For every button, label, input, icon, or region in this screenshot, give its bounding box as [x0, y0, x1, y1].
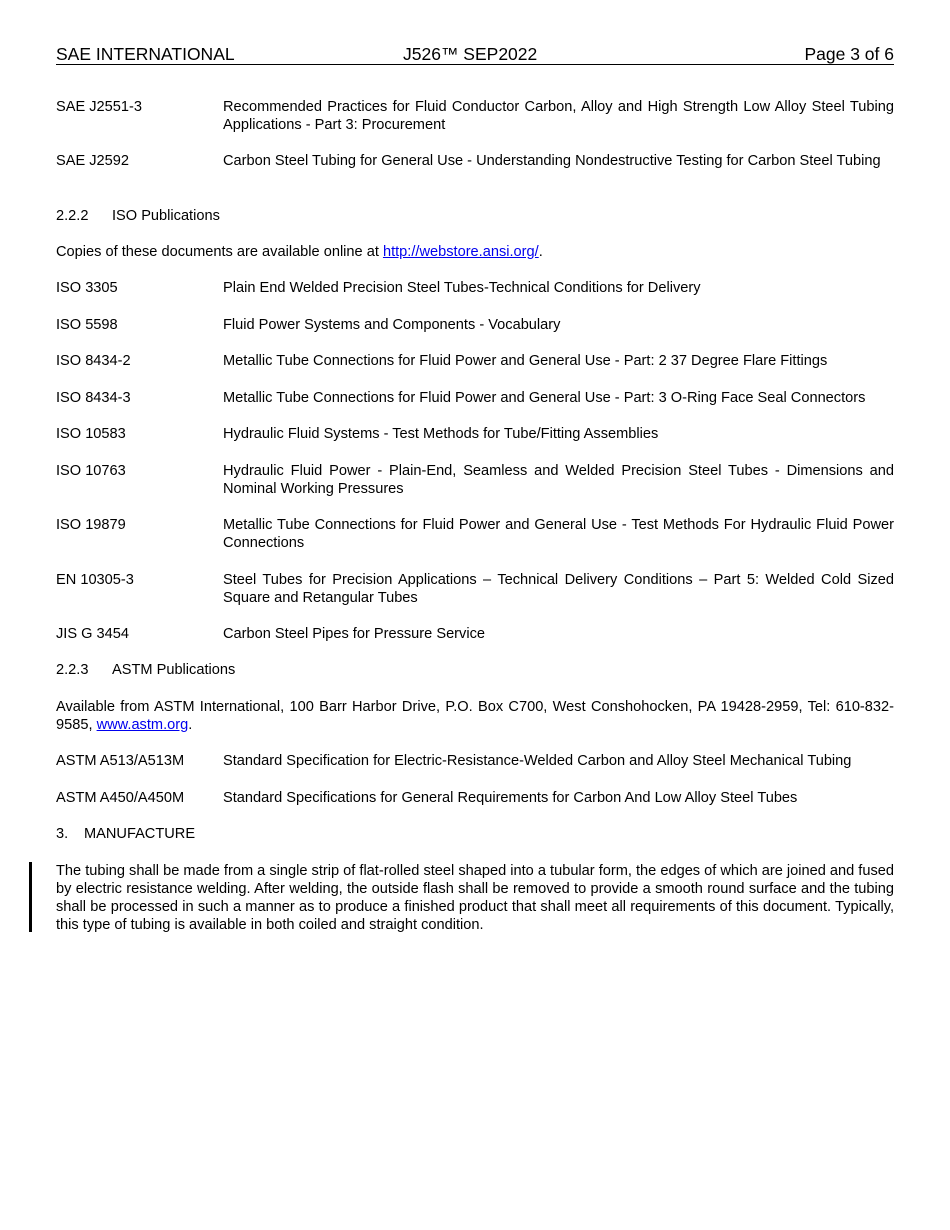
reference-code: ISO 8434-2	[56, 353, 131, 369]
reference-title: Metallic Tube Connections for Fluid Power and General Use - Part: 2 37 Degree Flare Fittings	[223, 353, 828, 369]
reference-entry-iso-8434-2	[56, 352, 894, 370]
header-page-number: Page 3 of 6	[804, 44, 894, 64]
ansi-webstore-link[interactable]: http://webstore.ansi.org/	[382, 244, 539, 260]
section-number: 3.	[56, 826, 69, 842]
reference-code: ISO 10583	[56, 426, 126, 442]
reference-code: SAE J2551-3	[56, 99, 142, 115]
reference-entry-astm-a513	[56, 752, 894, 770]
section-title: ISO Publications	[112, 208, 220, 224]
reference-code: ASTM A450/A450M	[56, 790, 185, 806]
reference-title: Metallic Tube Connections for Fluid Power and General Use - Test Methods For Hydraulic Fluid Power Connections	[223, 517, 894, 551]
reference-entry-astm-a450	[56, 789, 894, 807]
reference-code: ISO 5598	[56, 317, 118, 333]
reference-entry-en-10305-3	[56, 571, 894, 607]
reference-entry-iso-10583	[56, 425, 894, 443]
reference-entry-iso-5598	[56, 316, 894, 334]
section-heading-iso	[56, 207, 894, 225]
iso-intro-text: Copies of these documents are available online at	[56, 244, 383, 260]
reference-entry-sae-j2551-3	[56, 98, 894, 134]
section-number: 2.2.2	[56, 208, 89, 224]
reference-entry-iso-10763	[56, 462, 894, 498]
reference-code: ISO 8434-3	[56, 390, 131, 406]
reference-code: ASTM A513/A513M	[56, 753, 185, 769]
section-title: MANUFACTURE	[84, 826, 196, 842]
header-doc-id: J526™ SEP2022	[403, 44, 538, 64]
reference-title: Metallic Tube Connections for Fluid Power and General Use - Part: 3 O-Ring Face Seal Connectors	[223, 390, 866, 406]
manufacture-paragraph: The tubing shall be made from a single strip of flat-rolled steel shaped into a tubular form, the edges of which are joined and fused by electric resistance welding. After welding, the outside flash shall be removed to provide a smooth round surface and the tubing shall be processed in such a manner as to produce a finished product that shall meet all requirements of this document. Typically, this type of tubing is available in both coiled and straight condition.	[56, 863, 895, 933]
reference-title: Standard Specification for Electric-Resistance-Welded Carbon and Alloy Steel Mechanical Tubing	[223, 753, 852, 769]
reference-title: Standard Specifications for General Requirements for Carbon And Low Alloy Steel Tubes	[223, 790, 798, 806]
reference-entry-jis-g-3454	[56, 625, 894, 643]
reference-code: ISO 3305	[56, 280, 118, 296]
reference-code: JIS G 3454	[56, 626, 130, 642]
reference-code: ISO 10763	[56, 463, 126, 479]
astm-intro-text: Available from ASTM International, 100 Barr Harbor Drive, P.O. Box C700, West Conshohocken, PA 19428-2959, Tel: 610-832-9585,	[56, 699, 894, 733]
header-org: SAE INTERNATIONAL	[56, 44, 235, 64]
reference-code: EN 10305-3	[56, 572, 134, 588]
reference-title: Steel Tubes for Precision Applications – Technical Delivery Conditions – Part 5: Welded Cold Sized Square and Retangular Tubes	[223, 572, 894, 606]
astm-website-link[interactable]: www.astm.org	[96, 717, 189, 733]
revision-change-bar	[29, 862, 32, 932]
section-heading-astm	[56, 661, 894, 679]
iso-intro-paragraph	[56, 243, 894, 261]
reference-code: SAE J2592	[56, 153, 130, 169]
reference-entry-iso-8434-3	[56, 389, 894, 407]
section-number: 2.2.3	[56, 662, 89, 678]
astm-intro-suffix: .	[188, 717, 193, 733]
page-header	[56, 44, 894, 65]
section-heading-manufacture	[56, 825, 894, 843]
reference-entry-iso-19879	[56, 516, 894, 552]
reference-title: Fluid Power Systems and Components - Vocabulary	[223, 317, 561, 333]
reference-title: Carbon Steel Tubing for General Use - Understanding Nondestructive Testing for Carbon Steel Tubing	[223, 153, 881, 169]
reference-code: ISO 19879	[56, 517, 126, 533]
reference-title: Recommended Practices for Fluid Conductor Carbon, Alloy and High Strength Low Alloy Steel Tubing Applications - Part 3: Procurement	[223, 99, 894, 133]
reference-entry-iso-3305	[56, 279, 894, 297]
reference-title: Hydraulic Fluid Systems - Test Methods for Tube/Fitting Assemblies	[223, 426, 659, 442]
iso-intro-suffix: .	[538, 244, 543, 260]
reference-entry-sae-j2592	[56, 152, 894, 170]
section-title: ASTM Publications	[112, 662, 236, 678]
reference-title: Plain End Welded Precision Steel Tubes-Technical Conditions for Delivery	[223, 280, 701, 296]
reference-title: Carbon Steel Pipes for Pressure Service	[223, 626, 485, 642]
astm-intro-paragraph	[56, 698, 894, 734]
reference-title: Hydraulic Fluid Power - Plain-End, Seamless and Welded Precision Steel Tubes - Dimensions and Nominal Working Pressures	[223, 463, 894, 497]
